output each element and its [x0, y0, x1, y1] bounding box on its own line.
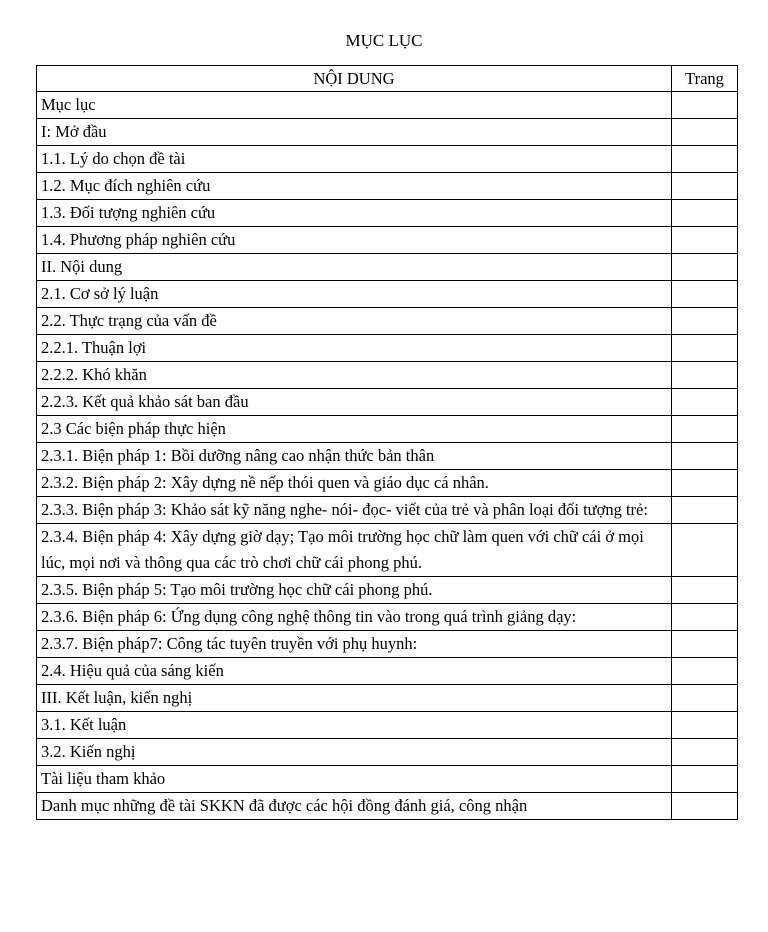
table-row	[37, 200, 738, 227]
toc-entry-title: Tài liệu tham khảo	[37, 766, 672, 793]
toc-table	[36, 65, 738, 820]
toc-entry-page	[672, 497, 738, 524]
toc-entry-page	[672, 524, 738, 577]
table-row	[37, 766, 738, 793]
table-row	[37, 793, 738, 820]
toc-entry-title: 2.4. Hiệu quả của sáng kiến	[37, 658, 672, 685]
toc-body	[37, 92, 738, 820]
table-row	[37, 497, 738, 524]
toc-entry-page	[672, 604, 738, 631]
toc-entry-page	[672, 631, 738, 658]
table-row	[37, 658, 738, 685]
toc-entry-title: 1.4. Phương pháp nghiên cứu	[37, 227, 672, 254]
toc-entry-page	[672, 712, 738, 739]
table-row	[37, 227, 738, 254]
toc-entry-page	[672, 200, 738, 227]
toc-entry-page	[672, 443, 738, 470]
toc-entry-title: 3.1. Kết luận	[37, 712, 672, 739]
toc-entry-page	[672, 119, 738, 146]
toc-entry-title: 2.3.5. Biện pháp 5: Tạo môi trường học chữ cái phong phú.	[37, 577, 672, 604]
toc-entry-page	[672, 227, 738, 254]
toc-entry-page	[672, 308, 738, 335]
table-row	[37, 685, 738, 712]
toc-entry-title: 2.3.3. Biện pháp 3: Khảo sát kỹ năng nghe- nói- đọc- viết của trẻ và phân loại đối tượng trẻ:	[37, 497, 672, 524]
table-row	[37, 631, 738, 658]
toc-entry-page	[672, 281, 738, 308]
toc-entry-title: 2.3.2. Biện pháp 2: Xây dựng nề nếp thói quen và giáo dục cá nhân.	[37, 470, 672, 497]
toc-entry-page	[672, 335, 738, 362]
table-row	[37, 604, 738, 631]
table-row	[37, 281, 738, 308]
toc-entry-page	[672, 739, 738, 766]
toc-entry-title: III. Kết luận, kiến nghị	[37, 685, 672, 712]
toc-entry-page	[672, 254, 738, 281]
toc-entry-title: Danh mục những đề tài SKKN đã được các hội đồng đánh giá, công nhận	[37, 793, 672, 820]
table-row	[37, 524, 738, 577]
toc-entry-page	[672, 577, 738, 604]
table-row	[37, 470, 738, 497]
table-row	[37, 443, 738, 470]
toc-entry-page	[672, 470, 738, 497]
toc-entry-title: 2.3.7. Biện pháp7: Công tác tuyên truyền với phụ huynh:	[37, 631, 672, 658]
table-row	[37, 577, 738, 604]
toc-entry-title: II. Nội dung	[37, 254, 672, 281]
toc-entry-title: 2.2.2. Khó khăn	[37, 362, 672, 389]
content-column-header: NỘI DUNG	[37, 66, 672, 92]
toc-entry-page	[672, 793, 738, 820]
toc-entry-title: 2.3.4. Biện pháp 4: Xây dựng giờ dạy; Tạo môi trường học chữ làm quen với chữ cái ở mọi lúc, mọi nơi và thông qua các trò chơi chữ cái phong phú.	[37, 524, 672, 577]
toc-entry-title: Mục lục	[37, 92, 672, 119]
toc-entry-page	[672, 146, 738, 173]
table-row	[37, 362, 738, 389]
table-row	[37, 254, 738, 281]
toc-entry-title: 2.2.1. Thuận lợi	[37, 335, 672, 362]
toc-entry-title: 2.2. Thực trạng của vấn đề	[37, 308, 672, 335]
table-row	[37, 146, 738, 173]
toc-entry-title: 2.2.3. Kết quả khảo sát ban đầu	[37, 389, 672, 416]
table-row	[37, 739, 738, 766]
toc-entry-page	[672, 685, 738, 712]
toc-entry-page	[672, 173, 738, 200]
toc-entry-title: I: Mở đầu	[37, 119, 672, 146]
table-row	[37, 119, 738, 146]
toc-entry-title: 1.2. Mục đích nghiên cứu	[37, 173, 672, 200]
table-row	[37, 389, 738, 416]
table-row	[37, 416, 738, 443]
toc-entry-page	[672, 658, 738, 685]
toc-entry-title: 2.3.6. Biện pháp 6: Ứng dụng công nghệ thông tin vào trong quá trình giảng dạy:	[37, 604, 672, 631]
toc-entry-title: 1.1. Lý do chọn đề tài	[37, 146, 672, 173]
toc-entry-page	[672, 389, 738, 416]
toc-entry-page	[672, 416, 738, 443]
toc-header-row	[37, 66, 738, 92]
table-row	[37, 308, 738, 335]
toc-entry-title: 2.3 Các biện pháp thực hiện	[37, 416, 672, 443]
toc-entry-page	[672, 92, 738, 119]
toc-entry-title: 2.3.1. Biện pháp 1: Bồi dưỡng nâng cao nhận thức bản thân	[37, 443, 672, 470]
toc-entry-page	[672, 766, 738, 793]
table-row	[37, 712, 738, 739]
page-title: MỤC LỤC	[345, 31, 423, 50]
toc-entry-page	[672, 362, 738, 389]
toc-entry-title: 2.1. Cơ sở lý luận	[37, 281, 672, 308]
page-column-header: Trang	[672, 66, 738, 92]
table-row	[37, 173, 738, 200]
toc-entry-title: 1.3. Đối tượng nghiên cứu	[37, 200, 672, 227]
table-row	[37, 335, 738, 362]
toc-entry-title: 3.2. Kiến nghị	[37, 739, 672, 766]
table-row	[37, 92, 738, 119]
